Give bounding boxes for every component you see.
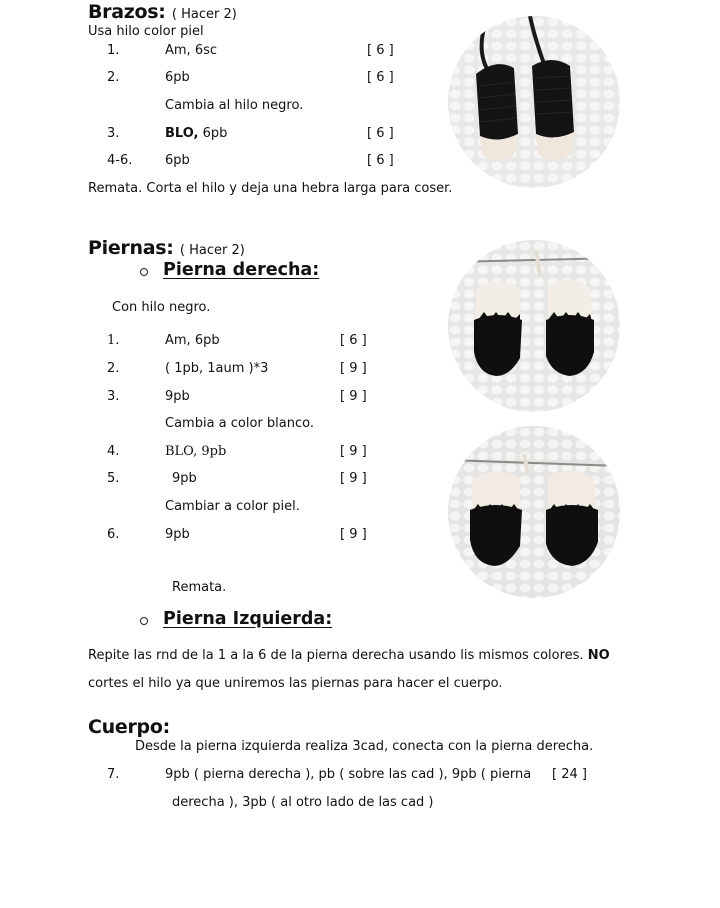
- pd-row-3-num: 3.: [107, 389, 120, 404]
- pd-row-2-num: 2.: [107, 361, 120, 376]
- pd-row-4-num: 4.: [107, 444, 120, 459]
- cuerpo-row-7-count: [ 24 ]: [552, 767, 587, 782]
- piernas-title: Piernas:: [88, 237, 174, 259]
- pd-row-4-inst: BLO, 9pb: [165, 444, 227, 459]
- pd-row-4-count: [ 9 ]: [340, 444, 367, 459]
- legs-photo-1: [448, 240, 620, 412]
- pierna-izquierda-title: Pierna Izquierda:: [163, 609, 333, 629]
- pd-color-change-skin: Cambiar a color piel.: [165, 499, 300, 514]
- pierna-izquierda-text-2: cortes el hilo ya que uniremos las piernas para hacer el cuerpo.: [88, 676, 503, 691]
- bullet-icon: [140, 268, 148, 276]
- brazos-heading: [88, 1, 237, 23]
- pd-row-3-inst: 9pb: [165, 389, 190, 404]
- blo-label: BLO,: [165, 126, 199, 141]
- pierna-derecha-title: Pierna derecha:: [163, 260, 320, 280]
- cuerpo-title: Cuerpo:: [88, 716, 170, 738]
- brazos-row-4-inst: 6pb: [165, 153, 190, 168]
- legs-photo-2: [448, 426, 620, 598]
- brazos-row-3-num: 3.: [107, 126, 120, 141]
- cuerpo-row-7-line2: derecha ), 3pb ( al otro lado de las cad ): [172, 795, 434, 810]
- pd-row-5-num: 5.: [107, 471, 120, 486]
- pd-row-1-num: 1.: [107, 333, 120, 348]
- piernas-note: ( Hacer 2): [179, 243, 245, 258]
- cuerpo-intro: Desde la pierna izquierda realiza 3cad, conecta con la pierna derecha.: [135, 739, 594, 754]
- brazos-row-2-count: [ 6 ]: [367, 70, 394, 85]
- pd-row-5-count: [ 9 ]: [340, 471, 367, 486]
- cuerpo-row-7-num: 7.: [107, 767, 120, 782]
- brazos-row-4-num: 4-6.: [107, 153, 133, 168]
- pd-row-1-inst: Am, 6pb: [165, 333, 220, 348]
- brazos-end: Remata. Corta el hilo y deja una hebra larga para coser.: [88, 181, 453, 196]
- arms-photo: [448, 16, 620, 188]
- pd-row-2-inst: ( 1pb, 1aum )*3: [165, 361, 269, 376]
- brazos-row-1-num: 1.: [107, 43, 120, 58]
- brazos-row-2-num: 2.: [107, 70, 120, 85]
- brazos-note: ( Hacer 2): [171, 7, 237, 22]
- brazos-color-change: Cambia al hilo negro.: [165, 98, 304, 113]
- pd-row-3-count: [ 9 ]: [340, 389, 367, 404]
- brazos-row-2-inst: 6pb: [165, 70, 190, 85]
- pierna-izquierda-text-1: [88, 648, 610, 663]
- pd-row-6-num: 6.: [107, 527, 120, 542]
- bullet-icon: [140, 617, 148, 625]
- pd-row-6-count: [ 9 ]: [340, 527, 367, 542]
- pi-text-bold: NO: [587, 648, 610, 663]
- cuerpo-row-7-line1: 9pb ( pierna derecha ), pb ( sobre las cad ), 9pb ( pierna: [165, 767, 532, 782]
- pierna-derecha-intro: Con hilo negro.: [112, 300, 211, 315]
- pd-row-1-count: [ 6 ]: [340, 333, 367, 348]
- brazos-row-1-inst: Am, 6sc: [165, 43, 218, 58]
- pd-color-change-white: Cambia a color blanco.: [165, 416, 314, 431]
- pd-row-6-inst: 9pb: [165, 527, 190, 542]
- brazos-row-3-count: [ 6 ]: [367, 126, 394, 141]
- brazos-row-3-inst: [165, 126, 227, 141]
- brazos-row-4-count: [ 6 ]: [367, 153, 394, 168]
- pd-row-2-count: [ 9 ]: [340, 361, 367, 376]
- brazos-row-3-rest: 6pb: [198, 126, 228, 141]
- brazos-row-1-count: [ 6 ]: [367, 43, 394, 58]
- brazos-intro: Usa hilo color piel: [88, 24, 204, 39]
- pd-end: Remata.: [172, 580, 227, 595]
- brazos-title: Brazos:: [88, 1, 166, 23]
- piernas-heading: [88, 237, 245, 259]
- pd-row-5-inst: 9pb: [172, 471, 197, 486]
- pi-text-1: Repite las rnd de la 1 a la 6 de la pierna derecha usando lis mismos colores.: [88, 648, 584, 663]
